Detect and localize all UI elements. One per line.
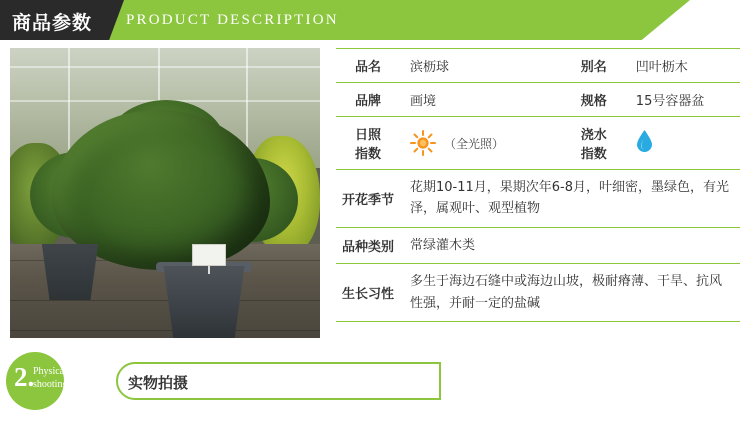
main-pot <box>160 266 248 338</box>
spec-label-sunshine <box>336 117 400 170</box>
product-spec-table <box>336 48 740 322</box>
sunshine-note: （全光照） <box>444 136 505 151</box>
greenhouse-frame-beam <box>10 66 320 68</box>
table-row <box>336 264 740 322</box>
section-title-cn: 实物拍摄 <box>128 374 189 392</box>
spec-label-sunshine-line2: 指数 <box>355 147 382 162</box>
spec-value-size: 15号容器盆 <box>626 83 740 117</box>
section-number: 2. <box>14 362 35 392</box>
table-row <box>336 49 740 83</box>
product-photo <box>10 48 320 338</box>
ground-seam <box>10 300 320 301</box>
spec-value-alias: 凹叶枥木 <box>626 49 740 83</box>
section-heading-physical-shooting <box>0 352 751 408</box>
section-title-separator: \ <box>222 371 227 388</box>
spec-label-category: 品种类别 <box>336 227 400 263</box>
spec-label-size: 规格 <box>562 83 626 117</box>
spec-label-brand: 品牌 <box>336 83 400 117</box>
section-title-en: Physical shooting <box>240 372 347 388</box>
section-number-en-line2: shooting <box>33 379 68 390</box>
page-header <box>0 0 751 40</box>
table-row <box>336 170 740 228</box>
spec-label-sunshine-line1: 日照 <box>355 128 382 143</box>
spec-value-habit: 多生于海边石缝中或海边山坡，极耐瘠薄、干旱、抗风性强，并耐一定的盐碱 <box>400 264 740 322</box>
spec-label-name: 品名 <box>336 49 400 83</box>
spec-value-name: 滨枥球 <box>400 49 562 83</box>
section-number-en-line1: Physical <box>33 366 67 377</box>
header-title-cn: 商品参数 <box>12 12 93 34</box>
spec-label-alias: 别名 <box>562 49 626 83</box>
table-row <box>336 117 740 170</box>
header-title-en: PRODUCT DESCRIPTION <box>126 12 339 28</box>
spec-value-bloom-season: 花期10-11月，果期次年6-8月，叶细密，墨绿色，有光泽，属观叶、观型植物 <box>400 170 740 228</box>
table-row <box>336 227 740 263</box>
spec-value-water <box>626 117 740 170</box>
spec-label-water <box>562 117 626 170</box>
spec-label-bloom-season: 开花季节 <box>336 170 400 228</box>
spec-value-category: 常绿灌木类 <box>400 227 740 263</box>
water-drop-icon <box>636 129 653 157</box>
spec-value-brand: 画境 <box>400 83 562 117</box>
spec-label-water-line2: 指数 <box>580 147 607 162</box>
spec-value-sunshine <box>400 117 562 170</box>
sun-icon <box>410 130 436 156</box>
table-row <box>336 83 740 117</box>
plant-tag <box>192 244 226 266</box>
spec-label-habit: 生长习性 <box>336 264 400 322</box>
spec-label-water-line1: 浇水 <box>580 128 607 143</box>
ground-seam <box>10 330 320 331</box>
